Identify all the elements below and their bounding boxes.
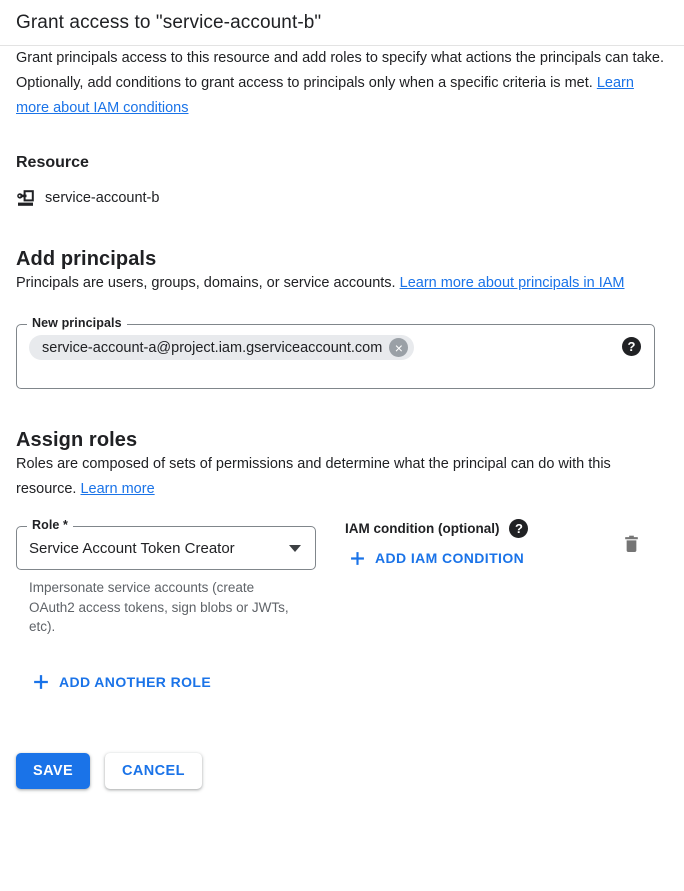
chevron-down-icon	[289, 545, 301, 552]
role-selected-value: Service Account Token Creator	[29, 539, 235, 557]
iam-condition-column	[345, 519, 528, 571]
trash-icon	[622, 534, 641, 556]
principals-learn-more-link[interactable]: Learn more about principals in IAM	[399, 275, 625, 291]
dialog-body	[0, 46, 684, 789]
role-helper-text: Impersonate service accounts (create OAuth2 access tokens, sign blobs or JWTs, etc).	[29, 580, 289, 634]
role-column	[16, 518, 316, 637]
iam-condition-help-icon[interactable]: ?	[509, 519, 528, 538]
add-another-role-button[interactable]	[33, 674, 211, 690]
principals-text: Principals are users, groups, domains, or service accounts.	[16, 275, 400, 291]
principal-chip-text: service-account-a@project.iam.gserviceaccount.com	[42, 339, 383, 356]
iam-condition-label: IAM condition (optional)	[345, 521, 500, 536]
plus-icon	[350, 551, 365, 566]
delete-role-button[interactable]	[622, 534, 641, 556]
dialog-title: Grant access to "service-account-b"	[16, 12, 322, 33]
roles-learn-more-link[interactable]: Learn more	[80, 481, 155, 497]
principal-chip[interactable]	[29, 335, 414, 360]
role-select[interactable]	[16, 518, 316, 570]
add-principals-heading: Add principals	[16, 248, 157, 270]
new-principals-label: New principals	[27, 316, 127, 330]
add-another-role-label: ADD ANOTHER ROLE	[59, 673, 212, 690]
add-iam-condition-button[interactable]	[350, 550, 524, 566]
principals-help-icon[interactable]: ?	[622, 337, 641, 356]
dialog-actions	[16, 753, 668, 789]
new-principals-field[interactable]	[16, 316, 655, 389]
intro-paragraph	[16, 46, 668, 121]
role-label: Role *	[27, 518, 73, 532]
assign-roles-heading: Assign roles	[16, 429, 138, 451]
intro-text: Grant principals access to this resource and add roles to specify what actions the principals can take. Optionally, add conditions to grant access to principals only when a specific criteria is met.	[16, 50, 664, 91]
add-iam-condition-label: ADD IAM CONDITION	[375, 550, 525, 566]
iam-conditions-link[interactable]: Learn more about IAM conditions	[16, 75, 634, 116]
save-button[interactable]: SAVE	[16, 753, 90, 789]
role-row	[16, 518, 668, 637]
roles-text: Roles are composed of sets of permissions and determine what the principal can do with this resource.	[16, 456, 611, 497]
service-account-icon	[16, 188, 36, 208]
resource-name: service-account-b	[45, 190, 160, 206]
dialog-header	[0, 0, 684, 46]
resource-row	[16, 188, 668, 208]
principals-paragraph	[16, 271, 668, 296]
cancel-button[interactable]: CANCEL	[105, 753, 202, 789]
plus-icon	[33, 674, 49, 690]
resource-heading: Resource	[16, 154, 89, 171]
chip-remove-icon[interactable]: ×	[389, 338, 408, 357]
roles-paragraph	[16, 452, 668, 502]
